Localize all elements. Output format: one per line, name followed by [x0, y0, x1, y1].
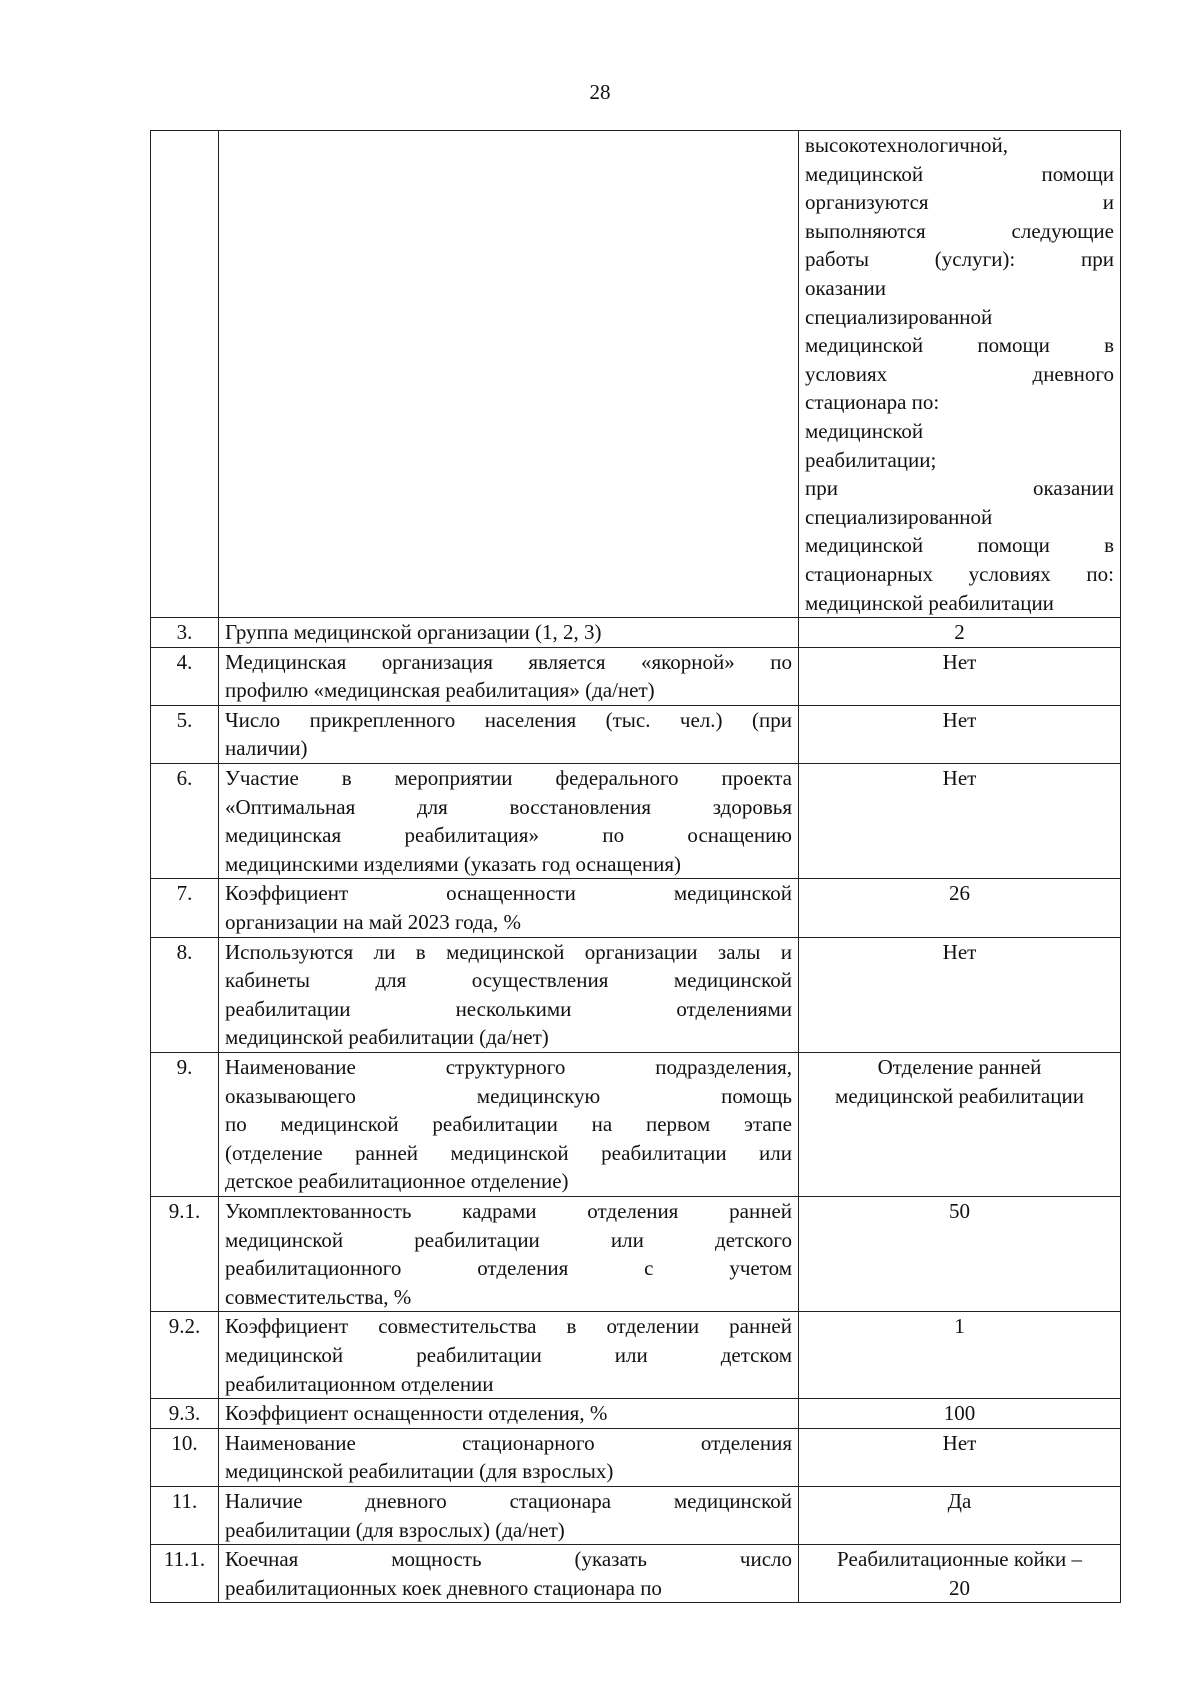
value-line: специализированной [805, 304, 993, 329]
description-line: медицинской реабилитации (да/нет) [225, 1025, 549, 1050]
description-line: Коечная мощность (указать число [225, 1547, 792, 1572]
row-number: 9.3. [151, 1399, 219, 1429]
table-row [151, 1312, 1121, 1399]
row-description [219, 1196, 799, 1311]
row-value-cell-continued [799, 131, 1121, 618]
row-value [799, 1545, 1121, 1603]
description-line: наличии) [225, 736, 308, 761]
description-line: детское реабилитационное отделение) [225, 1169, 569, 1194]
row-description [219, 1545, 799, 1603]
table-row [151, 1399, 1121, 1429]
description-line: Используются ли в медицинской организации залы и [225, 939, 792, 964]
row-value [799, 937, 1121, 1052]
row-description [219, 1053, 799, 1197]
description-line: «Оптимальная для восстановления здоровья [225, 794, 792, 819]
value-line: 100 [943, 1401, 976, 1426]
table-row [151, 937, 1121, 1052]
value-line: Да [947, 1488, 972, 1513]
value-line: стационара по: [805, 390, 940, 415]
row-description [219, 705, 799, 763]
description-line: реабилитационном отделении [225, 1371, 494, 1396]
value-line: работы (услуги): при [805, 247, 1114, 272]
description-line: медицинскими изделиями (указать год оснащения) [225, 851, 682, 876]
row-number: 5. [151, 705, 219, 763]
description-line: профилю «медицинская реабилитация» (да/нет) [225, 678, 655, 703]
description-line: реабилитационного отделения с учетом [225, 1256, 792, 1281]
row-value [799, 618, 1121, 648]
row-value [799, 647, 1121, 705]
row-number: 11.1. [151, 1545, 219, 1603]
value-line: Нет [942, 1430, 977, 1455]
value-line: выполняются следующие [805, 218, 1114, 243]
row-value [799, 1428, 1121, 1486]
description-line: медицинской реабилитации или детского [225, 1227, 792, 1252]
row-number: 11. [151, 1486, 219, 1544]
table-row [151, 705, 1121, 763]
row-description [219, 879, 799, 937]
value-line: высокотехнологичной, [805, 133, 1009, 157]
row-description-cell [219, 131, 799, 618]
description-line: реабилитации (для взрослых) (да/нет) [225, 1517, 565, 1542]
row-value [799, 1486, 1121, 1544]
value-line: медицинской помощи в [805, 333, 1114, 358]
row-number: 9. [151, 1053, 219, 1197]
description-line: медицинской реабилитации (для взрослых) [225, 1459, 614, 1484]
table-row [151, 879, 1121, 937]
page-number: 28 [589, 80, 611, 104]
row-description [219, 1312, 799, 1399]
value-line: 20 [949, 1575, 970, 1600]
value-line: Нет [942, 939, 977, 964]
row-description [219, 764, 799, 879]
description-line: медицинской реабилитации или детском [225, 1342, 792, 1367]
table-row [151, 1428, 1121, 1486]
row-number: 9.1. [151, 1196, 219, 1311]
value-line: реабилитации; [805, 447, 937, 472]
row-number-cell [151, 131, 219, 618]
row-description [219, 937, 799, 1052]
description-line: Наименование стационарного отделения [225, 1430, 792, 1455]
row-value [799, 1399, 1121, 1429]
row-number: 7. [151, 879, 219, 937]
row-number: 10. [151, 1428, 219, 1486]
value-line: 50 [949, 1198, 970, 1223]
table-row [151, 1196, 1121, 1311]
value-line: организуются и [805, 190, 1114, 215]
value-line: Нет [942, 766, 977, 791]
row-number: 4. [151, 647, 219, 705]
description-line: Укомплектованность кадрами отделения ранней [225, 1198, 792, 1223]
row-number: 3. [151, 618, 219, 648]
description-line: медицинская реабилитация» по оснащению [225, 823, 792, 848]
value-line: Отделение ранней [877, 1055, 1042, 1079]
row-value [799, 705, 1121, 763]
description-line: по медицинской реабилитации на первом этапе [225, 1112, 792, 1137]
description-line: реабилитационных коек дневного стационара по [225, 1575, 662, 1600]
value-line: медицинской [805, 418, 924, 443]
row-description [219, 1428, 799, 1486]
description-line: Участие в мероприятии федерального проекта [225, 766, 792, 791]
document-table [150, 130, 1121, 1603]
value-line: Нет [942, 649, 977, 674]
value-line: условиях дневного [805, 361, 1114, 386]
row-number: 9.2. [151, 1312, 219, 1399]
row-value [799, 764, 1121, 879]
table-row [151, 1545, 1121, 1603]
description-line: Наименование структурного подразделения, [225, 1055, 792, 1079]
description-line: Коэффициент оснащенности медицинской [225, 881, 792, 906]
table-row [151, 1053, 1121, 1197]
table-row [151, 647, 1121, 705]
value-line: специализированной [805, 504, 993, 529]
row-description [219, 647, 799, 705]
row-description [219, 618, 799, 648]
table-row-continued [151, 131, 1121, 618]
value-line: 26 [949, 881, 970, 906]
description-line: совместительства, % [225, 1284, 412, 1309]
description-line: Медицинская организация является «якорной» по [225, 649, 792, 674]
row-value [799, 1312, 1121, 1399]
value-line: медицинской помощи в [805, 533, 1114, 558]
description-line: организации на май 2023 года, % [225, 910, 521, 935]
row-value [799, 1053, 1121, 1197]
value-line: 2 [954, 620, 965, 645]
row-description [219, 1399, 799, 1429]
description-line: Коэффициент совместительства в отделении ранней [225, 1314, 792, 1339]
value-line: медицинской реабилитации [835, 1083, 1084, 1108]
value-line: при оказании [805, 476, 1114, 501]
table-row [151, 764, 1121, 879]
value-line: медицинской реабилитации [805, 590, 1054, 615]
description-line: реабилитации несколькими отделениями [225, 996, 792, 1021]
value-line: оказании [805, 275, 887, 300]
row-number: 8. [151, 937, 219, 1052]
row-value [799, 879, 1121, 937]
value-line: медицинской помощи [805, 161, 1114, 186]
description-line: Группа медицинской организации (1, 2, 3) [225, 620, 602, 645]
description-line: (отделение ранней медицинской реабилитации или [225, 1140, 792, 1165]
value-line: Нет [942, 707, 977, 732]
description-line: кабинеты для осуществления медицинской [225, 968, 792, 993]
description-line: оказывающего медицинскую помощь [225, 1083, 792, 1108]
value-line: 1 [954, 1314, 965, 1339]
value-line: стационарных условиях по: [805, 561, 1114, 586]
row-description [219, 1486, 799, 1544]
description-line: Наличие дневного стационара медицинской [225, 1488, 792, 1513]
row-value [799, 1196, 1121, 1311]
table-body [151, 131, 1121, 1603]
table-row [151, 1486, 1121, 1544]
table-row [151, 618, 1121, 648]
row-number: 6. [151, 764, 219, 879]
description-line: Число прикрепленного населения (тыс. чел.) (при [225, 707, 792, 732]
value-line: Реабилитационные койки – [837, 1547, 1082, 1572]
description-line: Коэффициент оснащенности отделения, % [225, 1401, 608, 1426]
